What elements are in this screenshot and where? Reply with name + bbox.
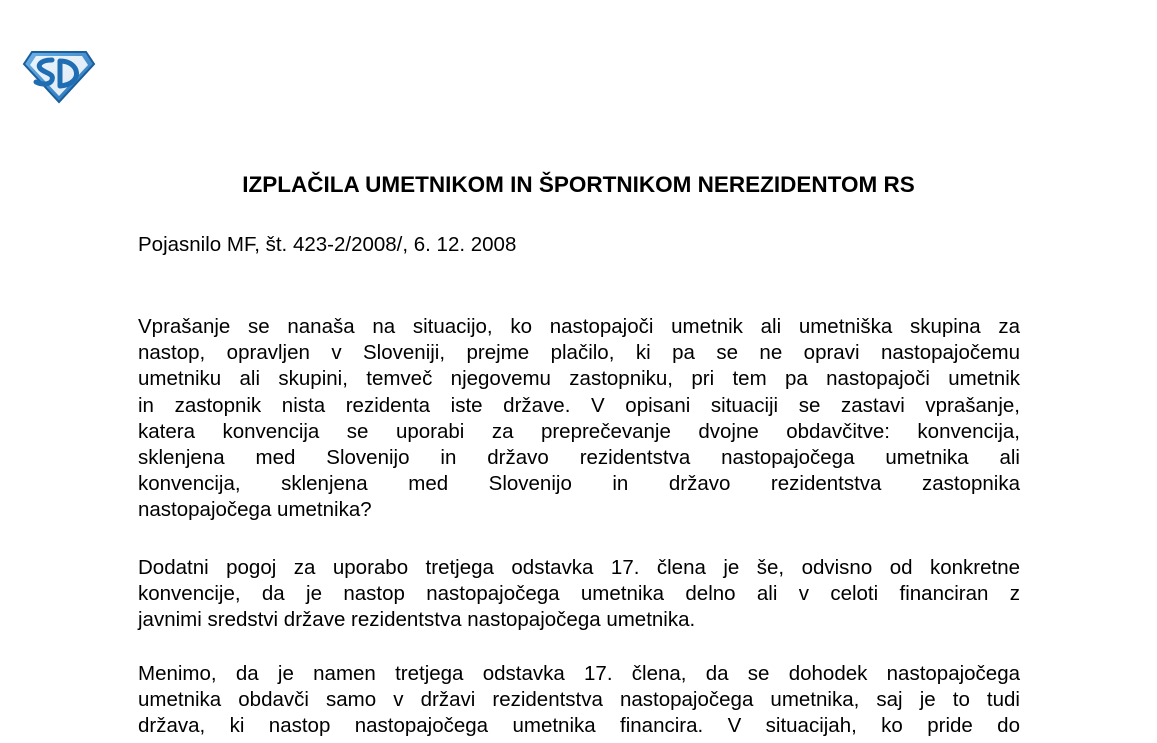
paragraph-line: sklenjena med Slovenijo in državo rezidentstva nastopajočega umetnika ali [138,445,1020,469]
paragraph-line: država, ki nastop nastopajočega umetnika financira. V situacijah, ko pride do [138,714,1020,738]
document-title: IZPLAČILA UMETNIKOM IN ŠPORTNIKOM NEREZIDENTOM RS [242,172,915,197]
paragraph-line: umetniku ali skupini, temveč njegovemu zastopniku, pri tem pa nastopajoči umetnik [138,367,1020,391]
paragraph-line: Dodatni pogoj za uporabo tretjega odstavka 17. člena je še, odvisno od konkretne [138,556,1020,579]
paragraph-line: javnimi sredstvi države rezidentstva nastopajočega umetnika. [138,608,696,632]
paragraph-line: nastop, opravljen v Sloveniji, prejme plačilo, ki pa se ne opravi nastopajočemu [138,341,1020,365]
paragraph-line: in zastopnik nista rezidenta iste države. V opisani situaciji se zastavi vprašanje, [138,393,1020,417]
paragraph-2 [138,555,1020,634]
paragraph-line: Vprašanje se nanaša na situacijo, ko nastopajoči umetnik ali umetniška skupina za [138,315,1020,338]
document-subtitle: Pojasnilo MF, št. 423-2/2008/, 6. 12. 2008 [138,233,517,256]
paragraph-line: konvencija, sklenjena med Slovenijo in državo rezidentstva zastopnika [138,472,1020,496]
paragraph-line: katera konvencija se uporabi za preprečevanje dvojne obdavčitve: konvencija, [138,419,1020,443]
paragraph-line: umetnika obdavči samo v državi rezidentstva nastopajočega umetnika, saj je to tudi [138,688,1020,712]
paragraph-3 [138,661,1020,740]
paragraph-1 [138,314,1020,524]
paragraph-line: Menimo, da je namen tretjega odstavka 17. člena, da se dohodek nastopajočega [138,662,1020,685]
paragraph-line: nastopajočega umetnika? [138,498,372,522]
sd-logo-icon [22,48,96,104]
paragraph-line: konvencije, da je nastop nastopajočega umetnika delno ali v celoti financiran z [138,582,1020,606]
